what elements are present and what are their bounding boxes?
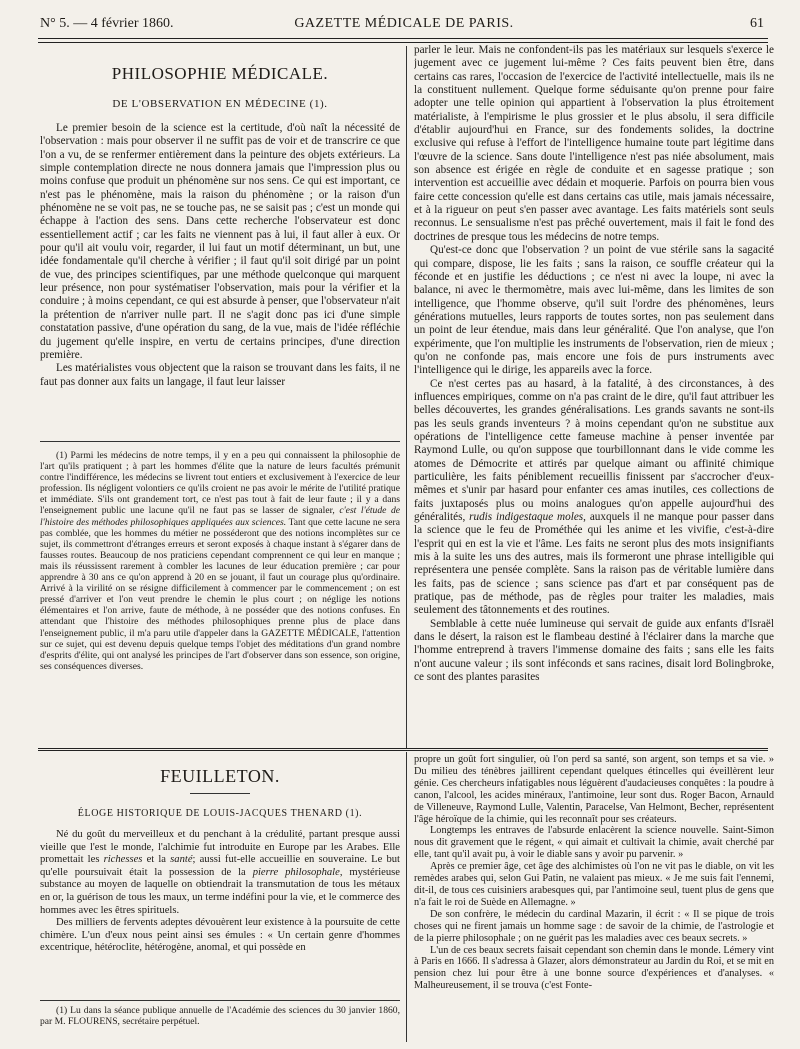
article-right-column xyxy=(414,44,774,746)
article-subtitle: DE L'OBSERVATION EN MÉDECINE (1). xyxy=(112,98,328,110)
journal-title: GAZETTE MÉDICALE DE PARIS. xyxy=(294,16,514,31)
feuilleton-right-column xyxy=(414,754,774,1042)
feuilleton-footnote xyxy=(40,1005,400,1041)
feuilleton-italic: richesses xyxy=(103,854,143,866)
latin-quote: rudis indigestaque moles xyxy=(469,511,584,524)
column-separator-bottom xyxy=(406,752,407,1042)
article-paragraph: Qu'est-ce donc que l'observation ? un point de vue stérile sans la sagacité qui compare, dispose, lie les faits ; sans la raison, ce souffle créateur qui la féconde et en justifie les déductions ; ce n'est ni avec la loupe, ni avec la balance, ni avec le thermomètre, mais avec lui-même, dans les limites de son intelligence, que l'homme observe, qu'il suit l'ordre des phénomènes, leurs générations mutuelles, leurs rapports de toutes sortes, non pas seulement dans un point de leur étendue, mais dans leur généralité. Que l'on analyse, que l'on expérimente, que l'on multiplie les instruments de l'observation, rien de mieux ; qu'on ne confonde pas, mais encore une fois de purs instruments avec l'intelligence qui le dirige, les appareils avec la force. xyxy=(414,244,774,377)
footnote-text-rest: Tant que cette lacune ne sera pas comblée, que les hommes du métier ne posséderont que des notions incomplètes sur ce sujet, ils commettront d'étranges erreurs et seront exposés à chaque instant à s'égarer dans de fausses routes. Beaucoup de nos praticiens cependant comprennent ce qui leur en manque ; mais ils réussissent rarement à combler les lacunes de leur éducation première ; car pour apprendre à 30 ans ce qu'on apprend à 20 en se jouant, il faut un courage plus qu'ordinaire. Arrivé à la virilité on se résigne difficilement à commencer par le commencement ; on est pressé d'arriver et l'on veut prendre le chemin le plus court ; on néglige les notions élémentaires et l'on arrive, faute de méthode, à ne posséder que des notions confuses. En attendant que l'histoire des méthodes philosophiques prenne plus de place dans l'enseignement public, il m'a paru utile d'appeler dans la GAZETTE MÉDICALE, l'attention sur ce sujet, qui est devenu depuis quelque temps l'objet des méditations d'un grand nombre d'esprits d'élite, qui ont analysé les principes de l'art d'observer dans son essence, son origine, ses conséquences diverses. xyxy=(40,516,400,672)
article-paragraph: Le premier besoin de la science est la certitude, d'où naît la nécessité de l'observation : mais pour observer il ne suffit pas de voir et de transcrire ce que l'on a vu, de se renfermer entièrement dans la peinture des objets extérieurs. La simple contemplation directe ne nous donnera jamais que l'impression plus ou moins confuse que produit un phénomène sur nos sens. Ce qui est important, ce n'est pas le phénomène, mais la raison du phénomène ; or la raison d'un phénomène ne se voit pas, ne se touche pas, ne se saisit pas ; c'est un monde qui échappe à l'action des sens. Dans cette recherche l'observateur est donc essentiellement actif ; car les faits ne viennent pas à lui, il faut aller à eux. Or pour qu'il ait voulu voir, regarder, il lui faut un motif déterminant, un but, une idée fondamentale qu'il cherche à vérifier ; il faut qu'il soit dirigé par un point de vue, des principes scientifiques, par une méthode quelconque qui marquent leur présence, non pour systématiser l'observation, mais pour la vérifier et la conduire ; à moins cependant, ce qui est absurde à penser, que l'observateur n'ait la prétention de n'arriver nulle part. Il ne s'agit donc pas ici d'une simple constatation passive, d'une opération du sang, de la vue, mais de l'idée réfléchie du jugement qu'elle inspire, en vertu de certains principes, d'une direction première. xyxy=(40,122,400,361)
page-number: 61 xyxy=(750,16,764,31)
header-rule-thin xyxy=(38,42,768,43)
article-paragraph: Ce n'est certes pas au hasard, à la fatalité, à des circonstances, à des influences empiriques, comme on n'a pas craint de le dire, qu'il faut attribuer les belles découvertes, les grandes généralisations. Les grands savants ne sont-ils pas les seuls grands inventeurs ? à moins cependant qu'on ne substitue aux opérations de l'intelligence cette fameuse machine à penser inventée par Raymond Lulle, ou qu'on suppose que tourbillonnant dans le vide comme les atomes de Démocrite et attirés par quelque aimant ou affinité chimique particulière, les faits péniblement recueillis finissent par s'accrocher d'eux-mêmes et s'unir par hasard pour enfanter ces amas inutiles, ces collections de faits juxtaposés plus ou moins analogues qu'on appelle aujourd'hui des généralités, xyxy=(414,377,774,524)
feuilleton-left-column xyxy=(40,766,400,994)
feuilleton-italic: pierre philosophale xyxy=(252,866,340,878)
feuilleton-paragraph: propre un goût fort singulier, où l'on perd sa santé, son argent, son temps et sa vie. » Du milieu des ténèbres jaillirent cependant quelques étincelles qui éveillèrent leur génie. Ces chercheurs infatigables nous léguèrent d'audacieuses conquêtes : la poudre à canon, l'alcool, les acides minéraux, l'antimoine, leur sont dus. Roger Bacon, Arnauld de Villeneuve, Raymond Lulle, Valentin, Paracelse, Van Helmont, Becher, représentent l'âge héroïque de la chimie, qui les reconnaît pour ses créateurs. xyxy=(414,754,774,825)
article-paragraph-cont: , auxquels il ne manque pour passer dans la science que le feu de Prométhée qui les anime et les vivifie, c'est-à-dire l'esprit qui en est la vie et l'âme. Les faits ne seront plus des mots insignifiants mis à la suite les uns des autres, mais ils formeront une phrase intelligible qui représentera une pensée complète. Sans la raison pas de véritable lumière dans les faits, pas de science ; sans science pas d'art et par conséquent pas de pratique, pas de méthode, pas de règles pour traiter les maladies, mais seulement des tâtonnements et des routines. xyxy=(414,511,774,617)
running-header xyxy=(40,14,768,38)
feuilleton-title-rule xyxy=(190,793,250,794)
header-rule xyxy=(38,38,768,39)
column-separator-top xyxy=(406,46,407,748)
feuilleton-paragraph: L'un de ces beaux secrets faisait cependant son chemin dans le monde. Lémery vint à Paris en 1666. Il s'adressa à Glazer, alors démonstrateur au Jardin du Roi, et se mit en pension chez lui pour être à une bonne source d'expériences et d'analyses. « Malheureusement, il se trouva (c'est Fonte- xyxy=(414,944,774,992)
footnote-text: (1) Parmi les médecins de notre temps, il y en a peu qui connaissent la philosophie de l'art qu'ils pratiquent ; à part les hommes d'élite que la nature de leurs facultés prémunit contre l'indifférence, les médecins se livrent tout entiers et exclusivement à l'exercice de leur profession. Ils négligent volontiers ce qu'ils croient ne pas avoir le mérite de l'utilité pratique et immédiate. S'ils ont grandement tort, ce n'est pas tout à fait de leur faute ; il y a dans l'enseignement public une lacune qu'il ne faut pas se lasser de signaler, xyxy=(40,450,400,517)
feuilleton-title: FEUILLETON. xyxy=(160,766,280,786)
article-paragraph: Les matérialistes vous objectent que la raison se trouvant dans les faits, il ne faut pas donner aux faits un langage, il faut leur laisser xyxy=(40,362,400,388)
feuilleton-footnote-text: (1) Lu dans la séance publique annuelle de l'Académie des sciences du 30 janvier 1860, par M. FLOURENS, secrétaire perpétuel. xyxy=(40,1005,400,1028)
article-left-column xyxy=(40,64,400,412)
feuilleton-subtitle: ÉLOGE HISTORIQUE DE LOUIS-JACQUES THENARD (1). xyxy=(77,808,363,819)
article-footnote xyxy=(40,450,400,738)
feuilleton-text: et la xyxy=(146,854,167,866)
footnote-separator xyxy=(40,441,400,442)
feuilleton-rule xyxy=(38,748,768,751)
feuilleton-text: ; aussi fut-elle accueillie en souveraine. Le but qu'elle poursuivait était la possession de la xyxy=(40,854,400,878)
feuilleton-italic: santé xyxy=(170,854,193,866)
feuilleton-paragraph: Après ce premier âge, cet âge des alchimistes où l'on ne vit pas le diable, on vit les remèdes arabes qui, selon Gui Patin, ne valaient pas mieux. « Je me suis fait l'ennemi, dit-il, de tous ces cuisiniers arabesques qui, par l'antimoine seul, tuent plus de gens que n'a fait le roi de Suède en Allemagne. » xyxy=(414,861,774,908)
section-title: PHILOSOPHIE MÉDICALE. xyxy=(111,64,329,83)
article-paragraph: Semblable à cette nuée lumineuse qui servait de guide aux enfants d'Israël dans le désert, la raison est le flambeau destiné à l'éclairer dans la marche que l'homme entreprend à travers l'immense domaine des faits ; sans elle les faits n'ont aucune valeur ; ils sont inféconds et sans racines, disait lord Bolingbroke, ce sont des plantes parasites xyxy=(414,617,774,684)
feuilleton-paragraph: Des milliers de fervents adeptes dévouèrent leur existence à la poursuite de cette chimère. L'un d'eux nous peint ainsi ses émules : « Un certain genre d'hommes excentrique, hétéroclite, hétérogène, anomal, et qui possède en xyxy=(40,917,400,954)
feuilleton-footnote-separator xyxy=(40,1000,400,1001)
feuilleton-paragraph: Longtemps les entraves de l'absurde enlacèrent la science nouvelle. Saint-Simon nous dit gravement que le régent, « qui aimait et cultivait la chimie, avait cherché par elle, tant qu'il avait pu, à voir le diable sans y avoir pu parvenir. » xyxy=(414,825,774,861)
feuilleton-paragraph: Né du goût du merveilleux et du penchant à la crédulité, partant presque aussi vieille que l'est le monde, l'alchimie fut introduite en Europe par les Arabes. Elle promettait les xyxy=(40,829,400,866)
feuilleton-paragraph: De son confrère, le médecin du cardinal Mazarin, il écrit : « Il se pique de trois choses qui ne firent jamais un homme sage : de savoir de la chimie, de l'astrologie et de la pierre philosophale ; on ne guérit pas les maladies avec ces beaux secrets. » xyxy=(414,908,774,944)
issue-number: N° 5. — 4 février 1860. xyxy=(40,16,174,31)
footnote-italic: c'est l'étude de l'histoire des méthodes philosophiques appliquées aux sciences. xyxy=(40,505,400,528)
article-paragraph: parler le leur. Mais ne confondent-ils pas les matériaux sur lesquels s'exerce le jugement avec ce jugement lui-même ? Ces faits peuvent bien être, dans certains cas rares, l'occasion de l'exercice de l'activité intellectuelle, mais ils ne la constituent nullement. Quelque forme séduisante qu'on prenne pour faire adopter une telle opinion qui appartient à l'observation la plus étroitement matérialiste, à l'empirisme le plus grossier et le plus absolu, il sera difficile d'établir aujourd'hui en France, sur des fondements solides, la doctrine exclusive qui refuse à l'effort de l'intelligence humaine toute part légitime dans l'œuvre de la science. Sans doute l'intelligence n'est pas niée absolument, mais son absence est érigée en règle de conduite et en sagesse pratique ; son intervention est accueillie avec dédain et moquerie. Parfois on pourra bien vous faire cette concession qu'elle est dans certains cas utile, mais jamais nécessaire, et à la rigueur on peut s'en passer avec avantage. Les faits matériels sont seuls reconnus. Le sensualisme n'est pas prêché ouvertement, mais il fait le fond des doctrines de presque tous les médecins de notre temps. xyxy=(414,44,774,243)
feuilleton-text: , mystérieuse substance au moyen de laquelle on obtiendrait la transmutation de tous les métaux en or, la guérison de tous les maux, un terme indéfini pour la vie, et le commerce des hommes avec les êtres spirituels. xyxy=(40,866,400,916)
